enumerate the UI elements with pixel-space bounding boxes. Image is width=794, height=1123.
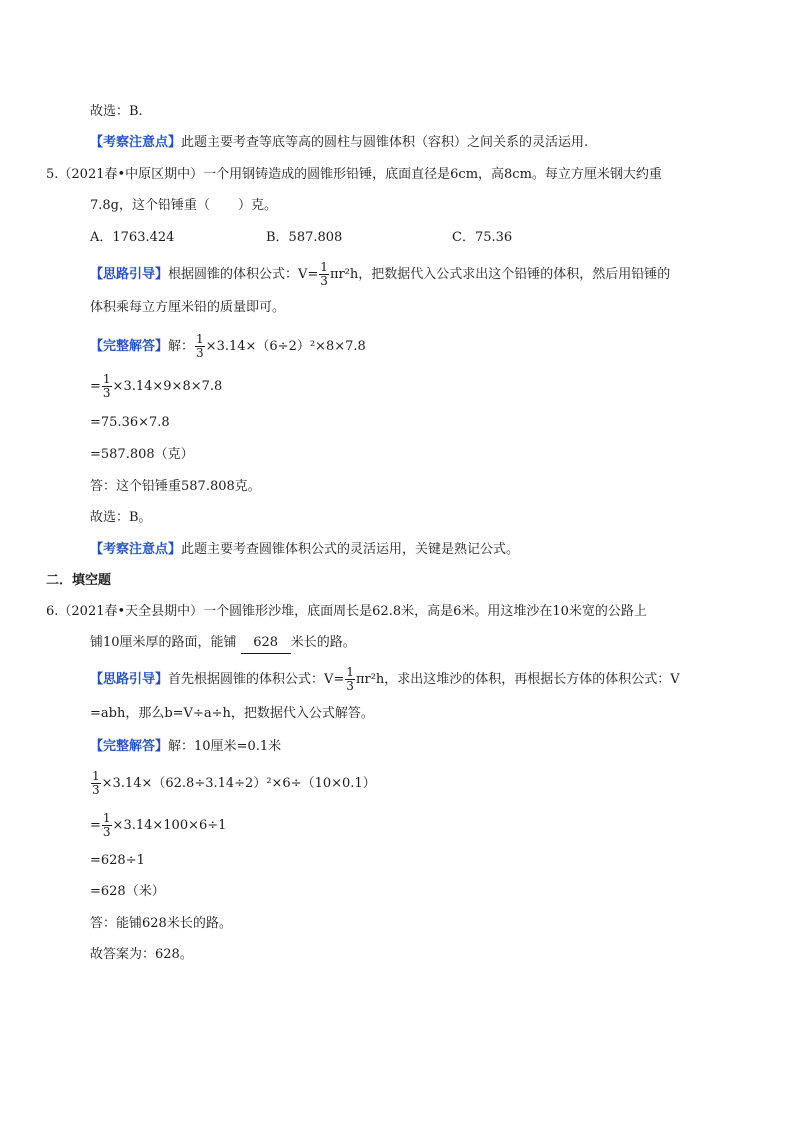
question-5-line2-a: 7.8g，这个铅锤重（ [90, 198, 210, 213]
fraction-denominator: 3 [346, 679, 354, 693]
fraction-one-third [91, 770, 101, 797]
option-c: C．75.36 [452, 230, 513, 245]
solution-q6 [90, 737, 281, 757]
solution-step-1 [90, 770, 376, 797]
hint-text-b: πr²h，求出这堆沙的体积，再根据长方体的体积公式：V [355, 672, 680, 687]
hint-tag: 【思路引导】 [90, 672, 169, 687]
equals-sign: = [90, 379, 101, 394]
solution-step-2: =75.36×7.8 [90, 415, 170, 430]
question-6-line1: 6.（2021春•天全县期中）一个圆锥形沙堆，底面周长是62.8米，高是6米。用这堆沙在10米宽的公路上 [46, 604, 647, 619]
question-6-line2 [90, 633, 356, 654]
fraction-one-third [102, 812, 112, 839]
option-a: A．1763.424 [90, 230, 175, 245]
fraction-one-third [319, 261, 329, 288]
solution-step-4: =628（米） [90, 884, 165, 899]
question-5-line2-b: ）克。 [238, 198, 278, 213]
solution-text: 解：10厘米=0.1米 [168, 739, 282, 754]
solution-step-1 [90, 373, 222, 400]
fraction-denominator: 3 [92, 783, 100, 797]
note-tag: 【考察注意点】 [90, 542, 182, 557]
fraction-denominator: 3 [102, 825, 111, 839]
solution-step-3: =628÷1 [90, 853, 145, 868]
hint-text-b: πr²h，把数据代入公式求出这个铅锤的体积，然后用铅锤的 [329, 267, 671, 282]
question-5-options [90, 228, 512, 248]
answer-q6: 答：能铺628米长的路。 [90, 916, 232, 931]
fraction-numerator: 1 [102, 811, 111, 825]
fraction-numerator: 1 [320, 260, 328, 274]
section-title: 二．填空题 [46, 573, 112, 588]
hint-tag: 【思路引导】 [90, 267, 169, 282]
note-text: 此题主要考查圆锥体积公式的灵活运用，关键是熟记公式。 [181, 542, 520, 557]
fraction-denominator: 3 [196, 346, 204, 360]
step-expression: ×3.14×100×6÷1 [112, 818, 227, 833]
fill-blank-answer: 628 [241, 633, 291, 654]
choice-line-q4: 故选：B. [90, 104, 143, 119]
note-tag: 【考察注意点】 [90, 135, 182, 150]
fraction-numerator: 1 [102, 372, 111, 386]
hint-q6-line2: =abh，那么b=V÷a÷h，把数据代入公式解答。 [90, 706, 374, 721]
solution-lead: 解： [168, 339, 195, 354]
solution-tag: 【完整解答】 [90, 739, 169, 754]
question-6-line2-b: 米长的路。 [290, 635, 356, 650]
fraction-one-third [345, 666, 355, 693]
fraction-numerator: 1 [196, 332, 204, 346]
fraction-one-third [195, 333, 205, 360]
fraction-numerator: 1 [346, 665, 354, 679]
solution-tag: 【完整解答】 [90, 339, 169, 354]
note-text: 此题主要考查等底等高的圆柱与圆锥体积（容积）之间关系的灵活运用. [181, 135, 589, 150]
hint-q5-line2: 体积乘每立方厘米铅的质量即可。 [90, 300, 286, 315]
final-answer-q6: 故答案为：628。 [90, 947, 193, 962]
solution-expression: ×3.14×（6÷2）²×8×7.8 [205, 339, 366, 354]
hint-text-a: 根据圆锥的体积公式：V= [168, 267, 319, 282]
step-expression: ×3.14×9×8×7.8 [112, 379, 223, 394]
fraction-denominator: 3 [102, 386, 111, 400]
answer-q5: 答：这个铅锤重587.808克。 [90, 479, 261, 494]
equals-sign: = [90, 818, 101, 833]
hint-q5 [90, 261, 670, 288]
hint-text-a: 首先根据圆锥的体积公式：V= [168, 672, 345, 687]
question-6-line2-a: 铺10厘米厚的路面，能铺 [90, 635, 237, 650]
fraction-numerator: 1 [92, 769, 100, 783]
question-5-line1: 5.（2021春•中原区期中）一个用钢铸造成的圆锥形铅锤，底面直径是6cm，高8cm。每立方厘米钢大约重 [46, 167, 662, 182]
option-b: B．587.808 [266, 230, 343, 245]
fraction-one-third [102, 373, 112, 400]
question-5-line2 [90, 196, 277, 216]
note-q4 [90, 133, 588, 153]
choice-line-q5: 故选：B。 [90, 510, 152, 525]
fraction-denominator: 3 [320, 274, 328, 288]
solution-step-3: =587.808（克） [90, 447, 194, 462]
solution-q5 [90, 333, 366, 360]
step-expression: ×3.14×（62.8÷3.14÷2）²×6÷（10×0.1） [101, 776, 376, 791]
solution-step-2 [90, 812, 226, 839]
note-q5 [90, 540, 519, 560]
hint-q6 [90, 666, 680, 693]
